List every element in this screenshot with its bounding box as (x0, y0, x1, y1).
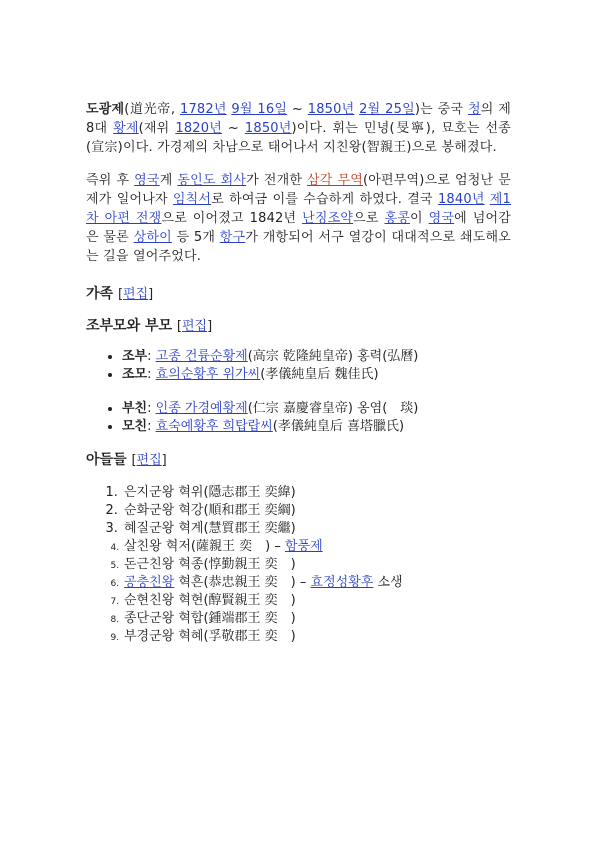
text: (재위 (138, 121, 176, 136)
link-britain-2[interactable]: 영국 (428, 211, 455, 226)
text: 의 제8대 (86, 102, 511, 136)
bracket: ] (148, 287, 154, 302)
son-text: 부경군왕 혁혜(孚敬郡王 奕 ) (124, 629, 296, 644)
son-related-link[interactable]: 효정성황후 (310, 575, 374, 590)
person-link[interactable]: 인종 가경예황제 (155, 401, 248, 416)
list-item: • 조부: 고종 건륭순황제(高宗 乾隆純皇帝) 홍력(弘曆) (122, 348, 511, 366)
son-text: 순화군왕 혁강(順和郡王 奕綱) (124, 503, 296, 518)
bracket: ] (161, 453, 167, 468)
text: 가 개항되어 서구 열강이 대대적으로 쇄도해오는 길을 열어주었다. (86, 230, 511, 264)
son-text: 혁흔(恭忠親王 奕 ) – (174, 575, 311, 590)
relation-label: 조모 (122, 367, 148, 382)
text: ~ (287, 102, 308, 117)
article (86, 100, 511, 646)
bracket: [ (131, 453, 137, 468)
edit-link-sons[interactable]: 편집 (136, 453, 162, 468)
relation-label: 조부 (122, 349, 148, 364)
link-lin-zexu[interactable]: 임칙서 (172, 192, 212, 207)
son-name-link[interactable]: 공충친왕 (124, 575, 175, 590)
link-birth-date[interactable]: 9월 16일 (231, 102, 288, 117)
person-detail: (高宗 乾隆純皇帝) 홍력(弘曆) (247, 349, 419, 364)
son-text: 살친왕 혁저(薩親王 奕 ) – (124, 539, 285, 554)
person-detail: (孝儀純皇后 魏佳氏) (260, 367, 379, 382)
person-detail: (仁宗 嘉慶睿皇帝) 옹염( 琰) (247, 401, 419, 416)
link-death-year[interactable]: 1850년 (307, 102, 355, 117)
person-link[interactable]: 효의순황후 위가씨 (155, 367, 261, 382)
son-item (122, 592, 511, 610)
person-link[interactable]: 고종 건륭순황제 (155, 349, 248, 364)
link-qing[interactable]: 청 (467, 102, 481, 117)
son-item (122, 538, 511, 556)
link-east-india-company[interactable]: 동인도 회사 (177, 173, 247, 188)
edit-link-family[interactable]: 편집 (123, 287, 149, 302)
bracket: [ (117, 287, 124, 302)
history-paragraph (86, 171, 511, 266)
text: 등 5개 (171, 230, 220, 245)
edit-section (131, 453, 166, 468)
sons-list (86, 484, 511, 646)
section-heading-grandparents (86, 316, 511, 336)
text: (아편무역)으로 엄청난 문제가 일어나자 (86, 173, 511, 207)
link-triangle-trade[interactable]: 삼각 무역 (307, 173, 363, 188)
list-item: • 부친: 인종 가경예황제(仁宗 嘉慶睿皇帝) 옹염( 琰) (122, 400, 511, 418)
heading-text: 조부모와 부모 (86, 318, 173, 334)
link-1840[interactable]: 1840년 (437, 192, 485, 207)
parents-list (86, 400, 511, 436)
text: 이 (410, 211, 429, 226)
son-item (122, 628, 511, 646)
son-text: 은지군왕 혁위(隱志郡王 奕緯) (124, 485, 296, 500)
link-reign-end[interactable]: 1850년 (244, 121, 292, 136)
text: 으로 이어졌고 1842년 (161, 211, 303, 226)
link-emperor[interactable]: 황제 (113, 121, 139, 136)
link-death-date[interactable]: 2월 25일 (359, 102, 415, 117)
son-related-link[interactable]: 함풍제 (284, 539, 323, 554)
article-title: 도광제 (86, 102, 125, 117)
son-text: 종단군왕 혁합(鍾端郡王 奕 ) (124, 611, 296, 626)
section-heading-family (86, 284, 511, 304)
link-britain[interactable]: 영국 (134, 173, 160, 188)
son-item (122, 484, 511, 502)
text: (道光帝, (124, 102, 180, 117)
son-item (122, 556, 511, 574)
son-item (122, 610, 511, 628)
person-detail: (孝儀純皇后 喜塔臘氏) (272, 419, 405, 434)
link-hongkong[interactable]: 홍콩 (384, 211, 411, 226)
son-item (122, 520, 511, 538)
text: 에 넘어감은 물론 (86, 211, 511, 245)
heading-text: 가족 (86, 286, 114, 302)
edit-section (177, 319, 212, 334)
relation-label: 모친 (122, 419, 148, 434)
link-birth-year[interactable]: 1782년 (179, 102, 227, 117)
section-heading-sons (86, 450, 511, 470)
link-nanjing-treaty[interactable]: 난징조약 (302, 211, 354, 226)
edit-section (118, 287, 153, 302)
bracket: ] (207, 319, 213, 334)
relation-label: 부친 (122, 401, 148, 416)
son-item (122, 574, 511, 592)
text: 가 전개한 (246, 173, 308, 188)
son-tail: 소생 (373, 575, 403, 590)
grandparents-list (86, 348, 511, 384)
text: 계 (159, 173, 178, 188)
intro-paragraph (86, 100, 511, 157)
text: 로 하여금 이를 수습하게 하였다. 결국 (211, 192, 438, 207)
text: )는 중국 (414, 102, 468, 117)
text: 으로 (353, 211, 385, 226)
son-item (122, 502, 511, 520)
text: )이다. 휘는 민녕(旻寧), 묘호는 선종(宣宗)이다. 가경제의 차남으로 태어나서 지친왕(智親王)으로 봉해졌다. (86, 121, 511, 155)
son-text: 돈근친왕 혁종(惇勤親王 奕 ) (124, 557, 296, 572)
list-item: • 모친: 효숙예황후 희탑랍씨(孝儀純皇后 喜塔臘氏) (122, 418, 511, 436)
link-opium-war[interactable]: 제1차 아편 전쟁 (86, 192, 512, 226)
link-shanghai[interactable]: 상하이 (133, 230, 172, 245)
heading-text: 아들들 (86, 452, 127, 468)
link-ports[interactable]: 항구 (219, 230, 246, 245)
bracket: [ (176, 319, 182, 334)
link-reign-start[interactable]: 1820년 (175, 121, 222, 136)
son-text: 순현친왕 혁현(醇賢親王 奕 ) (124, 593, 296, 608)
text: 즉위 후 (86, 173, 135, 188)
person-link[interactable]: 효숙예황후 희탑랍씨 (155, 419, 273, 434)
text: ~ (222, 121, 245, 136)
edit-link-grandparents[interactable]: 편집 (181, 319, 208, 334)
list-item: • 조모: 효의순황후 위가씨(孝儀純皇后 魏佳氏) (122, 366, 511, 384)
son-text: 혜질군왕 혁계(慧質郡王 奕繼) (124, 521, 296, 536)
